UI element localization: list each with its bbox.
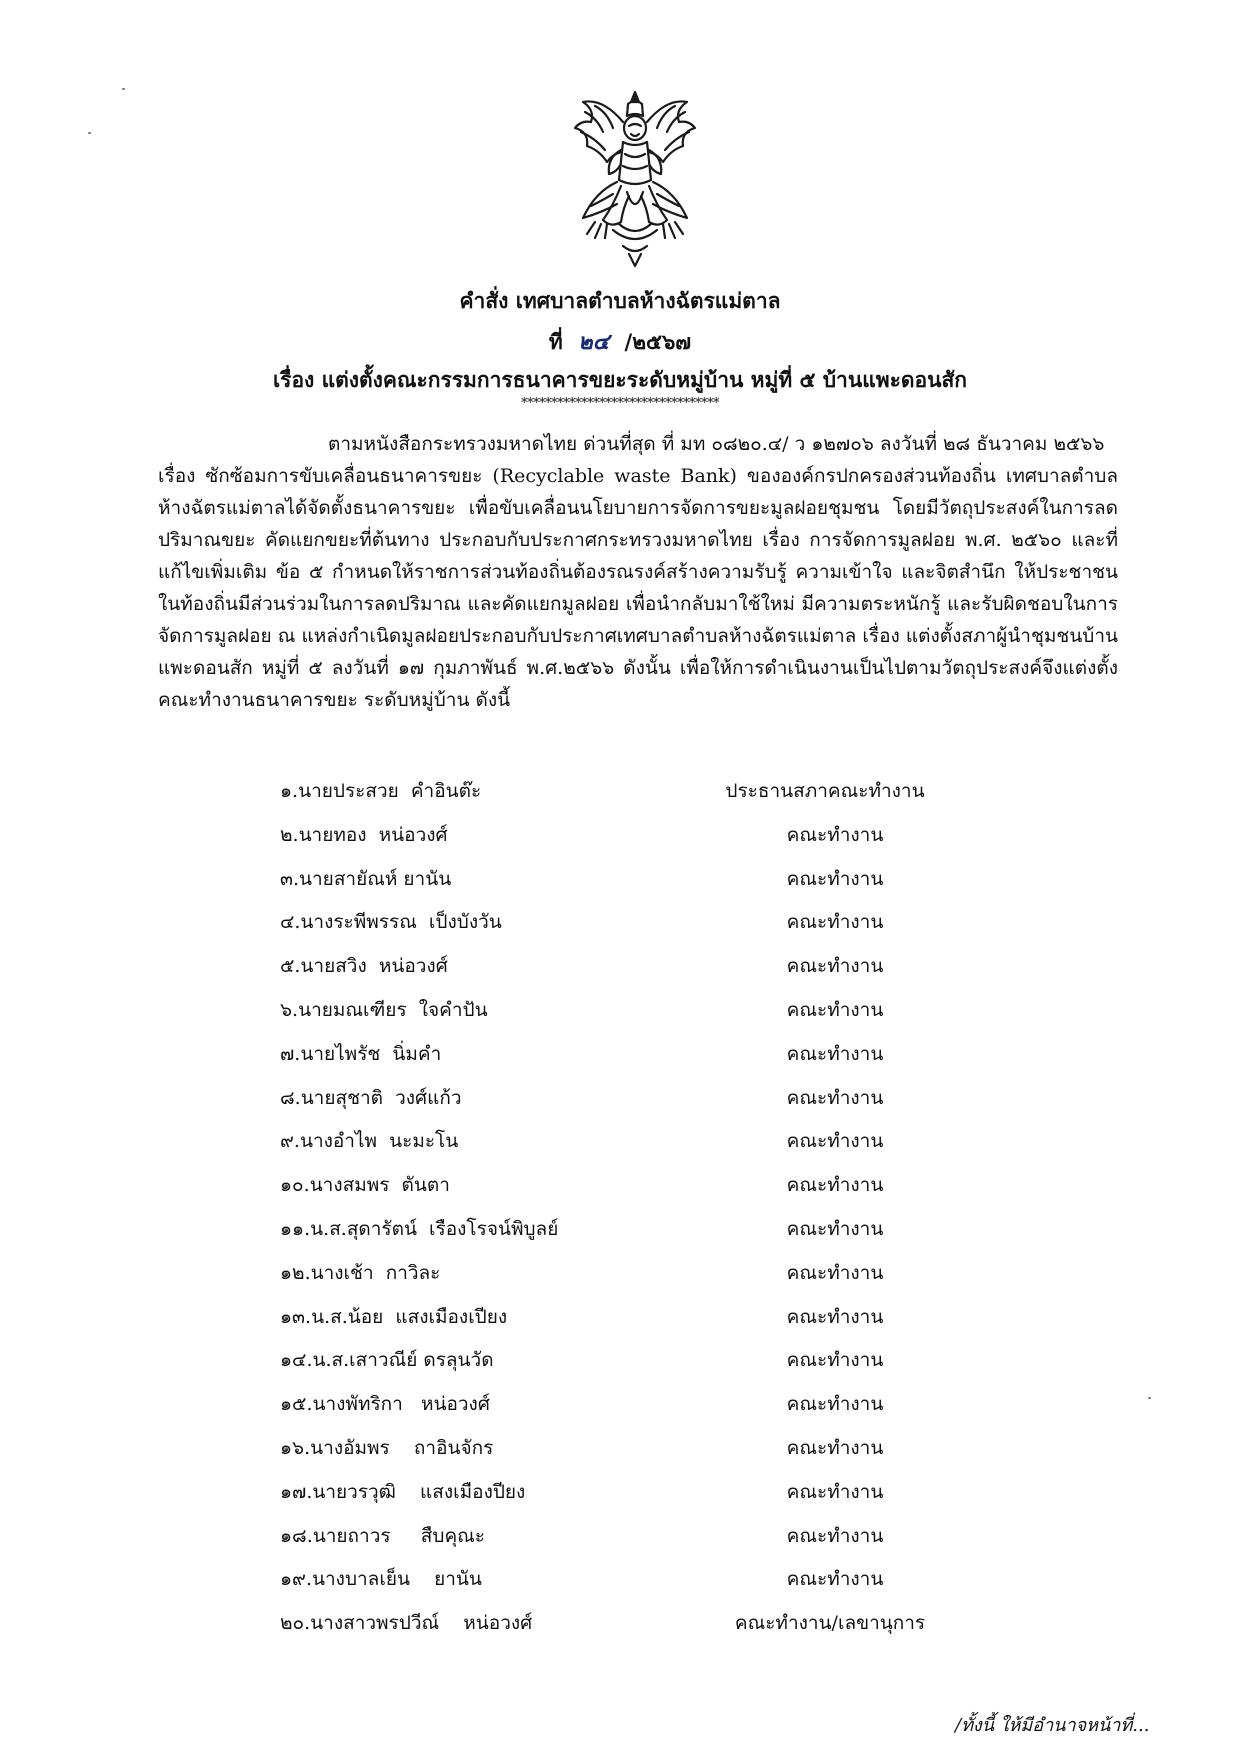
member-row bbox=[0, 907, 1240, 943]
member-name: ๑๖.นางอัมพร ถาอินจักร bbox=[280, 1437, 494, 1459]
order-number-year: /๒๕๖๗ bbox=[624, 329, 692, 354]
member-row bbox=[0, 1608, 1240, 1644]
member-name: ๑.นายประสวย คำอินต๊ะ bbox=[280, 780, 482, 802]
member-name: ๑๘.นายถาวร สืบคุณะ bbox=[280, 1524, 485, 1547]
order-number-handwritten: ๒๔ bbox=[578, 330, 610, 355]
member-name: ๘.นายสุชาติ วงศ์แก้ว bbox=[280, 1086, 462, 1109]
member-role: คณะทำงาน bbox=[786, 1086, 884, 1109]
member-name: ๑๑.น.ส.สุดารัตน์ เรืองโรจน์พิบูลย์ bbox=[280, 1218, 559, 1240]
member-role: คณะทำงาน bbox=[786, 999, 884, 1021]
scan-speck bbox=[122, 88, 125, 90]
body-first-line: ตามหนังสือกระทรวงมหาดไทย ด่วนที่สุด ที่ มท ๐๘๒๐.๔/ ว ๑๒๗๐๖ ลงวันที่ ๒๘ ธันวาคม ๒๕๖๖ bbox=[328, 433, 1105, 455]
member-role: คณะทำงาน bbox=[786, 955, 884, 978]
member-role: คณะทำงาน bbox=[786, 1437, 884, 1459]
separator-line: ********************************* bbox=[521, 396, 719, 411]
member-name: ๒๐.นางสาวพรปวีณ์ หน่อวงศ์ bbox=[280, 1612, 533, 1635]
member-role: ประธานสภาคณะทำงาน bbox=[725, 780, 925, 802]
member-row bbox=[0, 1039, 1240, 1075]
member-name: ๔.นางระพีพรรณ เป็งบังวัน bbox=[280, 911, 502, 934]
member-row bbox=[0, 820, 1240, 856]
member-row bbox=[0, 1083, 1240, 1119]
member-role: คณะทำงาน bbox=[786, 1305, 884, 1328]
member-name: ๑๔.น.ส.เสาวณีย์ ดรลุนวัด bbox=[280, 1349, 494, 1372]
member-name: ๖.นายมณเฑียร ใจคำปัน bbox=[280, 999, 488, 1021]
member-role: คณะทำงาน/เลขานุการ bbox=[734, 1612, 926, 1635]
member-role: คณะทำงาน bbox=[786, 1261, 884, 1284]
body-paragraph-text: เรื่อง ซักซ้อมการขับเคลื่อนธนาคารขยะ (Recyclable waste Bank) ขององค์กรปกครองส่วนท้องถิ่น เทศบาลตำบลห้างฉัตรแม่ตาลได้จัดตั้งธนาคารขยะ เพื่อขับเคลื่อนนโยบายการจัดการขยะมูลฝอยชุมชน โดยมีวัตถุประสงค์ในการลดปริมาณขยะ คัดแยกขยะที่ต้นทาง ประกอบกับประกาศกระทรวงมหาดไทย เรื่อง การจัดการมูลฝอย พ.ศ. ๒๕๖๐ และที่แก้ไขเพิ่มเติม ข้อ ๕ กำหนดให้ราชการส่วนท้องถิ่นต้องรณรงค์สร้างความรับรู้ ความเข้าใจ และจิตสำนึก ให้ประชาชนในท้องถิ่นมีส่วนร่วมในการลดปริมาณ และคัดแยกมูลฝอย เพื่อนำกลับมาใช้ใหม่ มีความตระหนักรู้ และรับผิดชอบในการจัดการมูลฝอย ณ แหล่งกำเนิดมูลฝอยประกอบกับประกาศเทศบาลตำบลห้างฉัตรแม่ตาล เรื่อง แต่งตั้งสภาผู้นำชุมชนบ้านแพะดอนสัก หมู่ที่ ๕ ลงวันที่ ๑๗ กุมภาพันธ์ พ.ศ.๒๕๖๖ ดังนั้น เพื่อให้การดำเนินงานเป็นไปตามวัตถุประสงค์จึงแต่งตั้งคณะทำงานธนาคารขยะ ระดับหมู่บ้าน ดังนี้ bbox=[158, 465, 1118, 711]
member-row bbox=[0, 951, 1240, 987]
member-row bbox=[0, 995, 1240, 1031]
member-row bbox=[0, 1258, 1240, 1294]
member-role: คณะทำงาน bbox=[786, 1042, 884, 1065]
order-title: คำสั่ง เทศบาลตำบลห้างฉัตรแม่ตาล bbox=[459, 288, 781, 313]
member-row bbox=[0, 1126, 1240, 1162]
member-role: คณะทำงาน bbox=[786, 1218, 884, 1240]
member-row bbox=[0, 864, 1240, 900]
member-name: ๑๙.นางบาลเย็น ยานัน bbox=[280, 1568, 482, 1591]
member-role: คณะทำงาน bbox=[786, 1568, 884, 1591]
continuation-note: /ทั้งนี้ ให้มีอำนาจหน้าที่... bbox=[955, 1715, 1150, 1736]
member-name: ๙.นางอำไพ นะมะโน bbox=[280, 1130, 459, 1153]
member-name: ๕.นายสวิง หน่อวงศ์ bbox=[280, 955, 448, 978]
member-name: ๒.นายทอง หน่อวงศ์ bbox=[280, 823, 448, 846]
member-role: คณะทำงาน bbox=[786, 1349, 884, 1372]
member-row bbox=[0, 1302, 1240, 1338]
order-number-prefix: ที่ bbox=[548, 329, 563, 354]
member-row bbox=[0, 1214, 1240, 1250]
member-row bbox=[0, 1521, 1240, 1557]
member-role: คณะทำงาน bbox=[786, 1393, 884, 1416]
scan-speck bbox=[1148, 1397, 1151, 1399]
member-row bbox=[0, 1389, 1240, 1425]
member-name: ๑๓.น.ส.น้อย แสงเมืองเปียง bbox=[280, 1305, 508, 1328]
member-row bbox=[0, 1564, 1240, 1600]
member-role: คณะทำงาน bbox=[786, 1524, 884, 1547]
member-role: คณะทำงาน bbox=[786, 1130, 884, 1153]
member-name: ๑๐.นางสมพร ตันตา bbox=[280, 1174, 450, 1197]
member-row bbox=[0, 1477, 1240, 1513]
scan-speck bbox=[88, 132, 91, 134]
member-role: คณะทำงาน bbox=[786, 911, 884, 934]
member-row bbox=[0, 776, 1240, 812]
member-name: ๑๒.นางเช้า กาวิละ bbox=[280, 1261, 441, 1284]
member-row bbox=[0, 1433, 1240, 1469]
member-role: คณะทำงาน bbox=[786, 867, 884, 890]
member-role: คณะทำงาน bbox=[786, 1174, 884, 1197]
member-row bbox=[0, 1170, 1240, 1206]
member-name: ๑๗.นายวรวุฒิ แสงเมืองปียง bbox=[280, 1480, 526, 1503]
member-role: คณะทำงาน bbox=[786, 1480, 884, 1503]
member-row bbox=[0, 1345, 1240, 1381]
order-subject: เรื่อง แต่งตั้งคณะกรรมการธนาคารขยะระดับหมู่บ้าน หมู่ที่ ๕ บ้านแพะดอนสัก bbox=[272, 367, 967, 392]
member-name: ๓.นายสายัณห์ ยานัน bbox=[280, 867, 452, 890]
member-name: ๑๕.นางพัทริกา หน่อวงศ์ bbox=[280, 1393, 490, 1416]
member-role: คณะทำงาน bbox=[786, 823, 884, 846]
member-name: ๗.นายไพรัช นิ่มคำ bbox=[280, 1042, 442, 1065]
